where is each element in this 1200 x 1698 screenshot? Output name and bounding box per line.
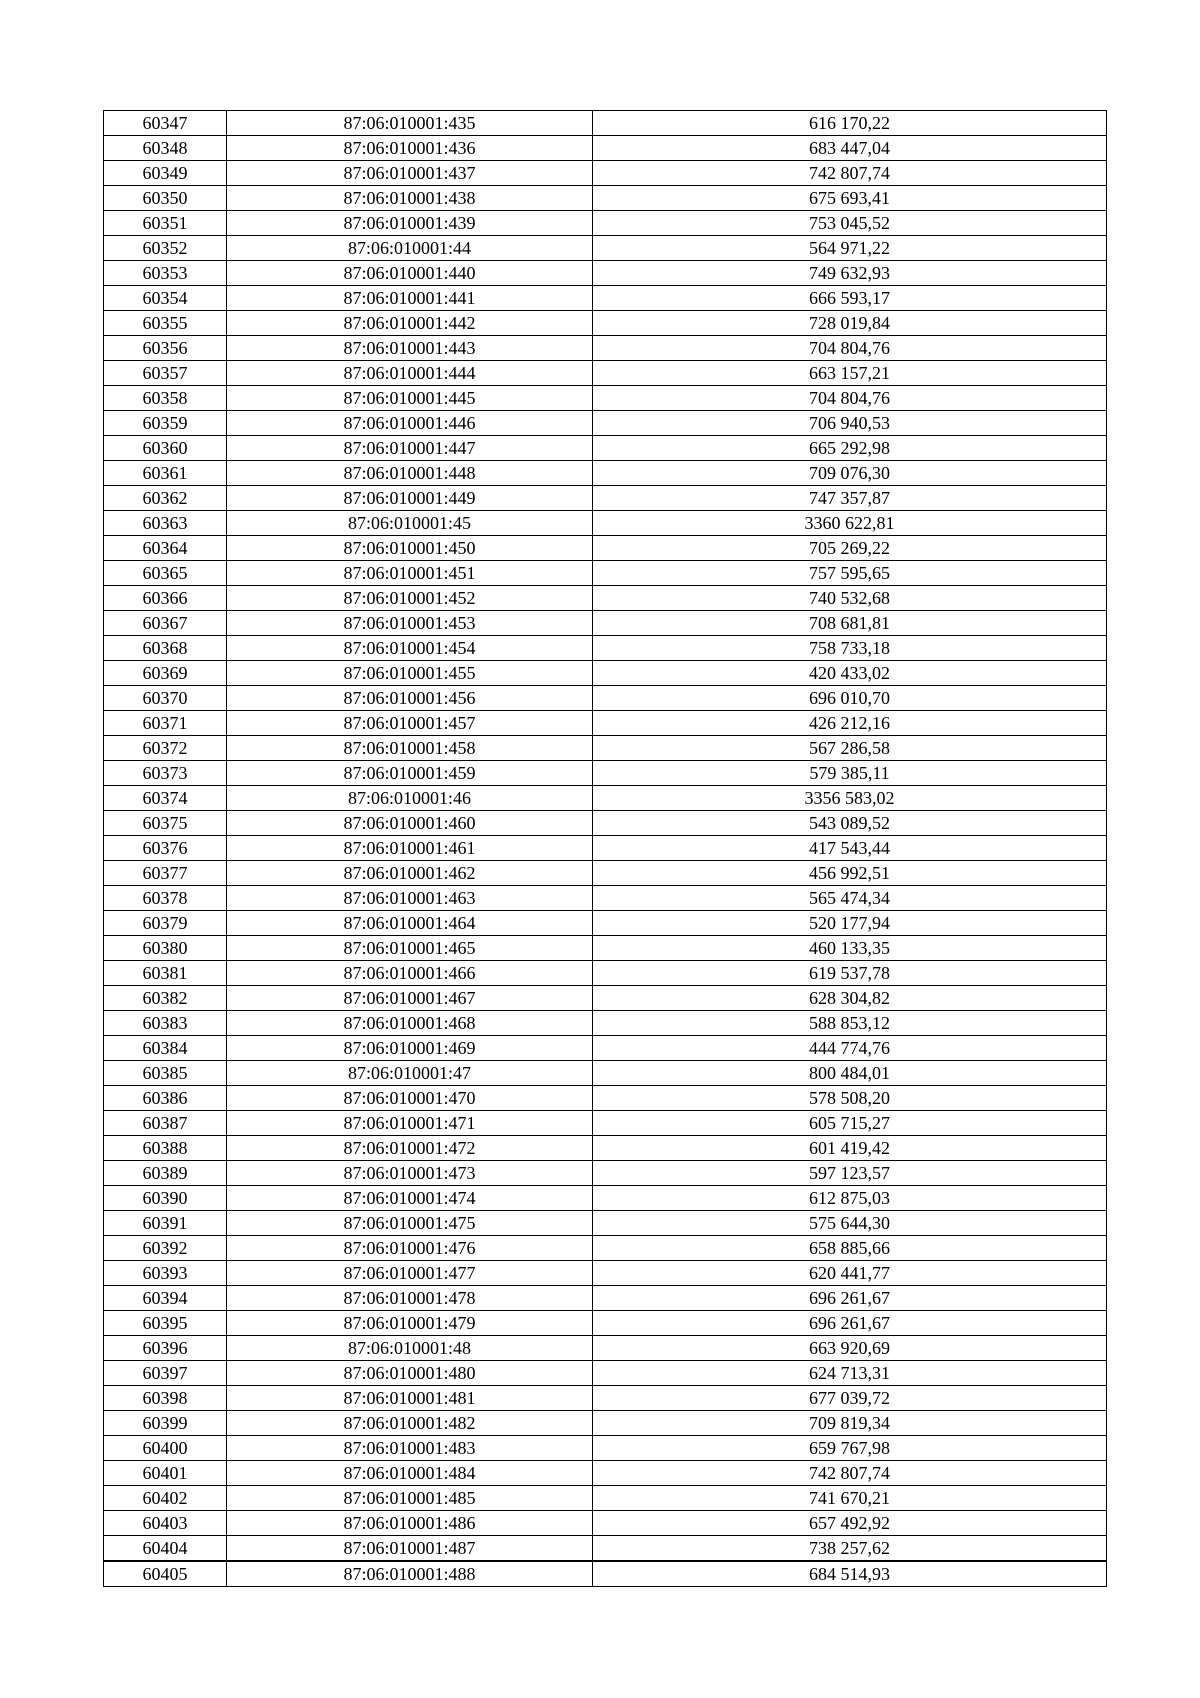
cadastral-value-cell: 456 992,51 [593, 861, 1107, 886]
cadastral-number-cell: 87:06:010001:475 [227, 1211, 593, 1236]
cadastral-number-cell: 87:06:010001:473 [227, 1161, 593, 1186]
table-row [104, 136, 1107, 161]
cadastral-value-cell: 708 681,81 [593, 611, 1107, 636]
cadastral-number-cell: 87:06:010001:453 [227, 611, 593, 636]
cadastral-number-cell: 87:06:010001:460 [227, 811, 593, 836]
cadastral-number-cell: 87:06:010001:444 [227, 361, 593, 386]
cadastral-value-cell: 663 157,21 [593, 361, 1107, 386]
cadastral-number-cell: 87:06:010001:484 [227, 1461, 593, 1486]
cadastral-number-cell: 87:06:010001:456 [227, 686, 593, 711]
cadastral-number-cell: 87:06:010001:442 [227, 311, 593, 336]
cadastral-value-cell: 565 474,34 [593, 886, 1107, 911]
table-row [104, 886, 1107, 911]
table-row [104, 1061, 1107, 1086]
cadastral-number-cell: 87:06:010001:446 [227, 411, 593, 436]
cadastral-value-cell: 658 885,66 [593, 1236, 1107, 1261]
cadastral-value-cell: 683 447,04 [593, 136, 1107, 161]
cadastral-value-cell: 675 693,41 [593, 186, 1107, 211]
cadastral-number-cell: 87:06:010001:469 [227, 1036, 593, 1061]
row-number-cell: 60347 [104, 111, 227, 136]
cadastral-value-cell: 665 292,98 [593, 436, 1107, 461]
row-number-cell: 60373 [104, 761, 227, 786]
row-number-cell: 60402 [104, 1486, 227, 1511]
cadastral-number-cell: 87:06:010001:450 [227, 536, 593, 561]
cadastral-value-cell: 460 133,35 [593, 936, 1107, 961]
row-number-cell: 60369 [104, 661, 227, 686]
row-number-cell: 60357 [104, 361, 227, 386]
cadastral-value-cell: 417 543,44 [593, 836, 1107, 861]
cadastral-number-cell: 87:06:010001:481 [227, 1386, 593, 1411]
row-number-cell: 60364 [104, 536, 227, 561]
cadastral-value-cell: 741 670,21 [593, 1486, 1107, 1511]
cadastral-value-cell: 579 385,11 [593, 761, 1107, 786]
cadastral-value-table [103, 110, 1107, 1587]
cadastral-value-cell: 588 853,12 [593, 1011, 1107, 1036]
table-row [104, 1511, 1107, 1536]
cadastral-number-cell: 87:06:010001:465 [227, 936, 593, 961]
cadastral-number-cell: 87:06:010001:464 [227, 911, 593, 936]
cadastral-number-cell: 87:06:010001:479 [227, 1311, 593, 1336]
cadastral-value-cell: 597 123,57 [593, 1161, 1107, 1186]
cadastral-value-cell: 753 045,52 [593, 211, 1107, 236]
cadastral-value-cell: 709 076,30 [593, 461, 1107, 486]
row-number-cell: 60355 [104, 311, 227, 336]
row-number-cell: 60384 [104, 1036, 227, 1061]
row-number-cell: 60395 [104, 1311, 227, 1336]
cadastral-value-cell: 624 713,31 [593, 1361, 1107, 1386]
cadastral-value-cell: 612 875,03 [593, 1186, 1107, 1211]
table-row [104, 611, 1107, 636]
cadastral-value-cell: 620 441,77 [593, 1261, 1107, 1286]
cadastral-number-cell: 87:06:010001:463 [227, 886, 593, 911]
cadastral-value-cell: 704 804,76 [593, 386, 1107, 411]
table-row [104, 1111, 1107, 1136]
table-row [104, 1186, 1107, 1211]
cadastral-number-cell: 87:06:010001:476 [227, 1236, 593, 1261]
cadastral-number-cell: 87:06:010001:487 [227, 1536, 593, 1562]
cadastral-number-cell: 87:06:010001:480 [227, 1361, 593, 1386]
row-number-cell: 60382 [104, 986, 227, 1011]
cadastral-number-cell: 87:06:010001:466 [227, 961, 593, 986]
table-row [104, 1011, 1107, 1036]
cadastral-value-cell: 740 532,68 [593, 586, 1107, 611]
cadastral-value-cell: 728 019,84 [593, 311, 1107, 336]
row-number-cell: 60390 [104, 1186, 227, 1211]
cadastral-number-cell: 87:06:010001:488 [227, 1561, 593, 1587]
cadastral-number-cell: 87:06:010001:448 [227, 461, 593, 486]
cadastral-value-cell: 444 774,76 [593, 1036, 1107, 1061]
cadastral-value-cell: 420 433,02 [593, 661, 1107, 686]
table-row [104, 786, 1107, 811]
cadastral-value-cell: 426 212,16 [593, 711, 1107, 736]
table-row [104, 1211, 1107, 1236]
row-number-cell: 60352 [104, 236, 227, 261]
cadastral-value-cell: 616 170,22 [593, 111, 1107, 136]
cadastral-value-cell: 709 819,34 [593, 1411, 1107, 1436]
row-number-cell: 60368 [104, 636, 227, 661]
table-row [104, 486, 1107, 511]
cadastral-value-cell: 742 807,74 [593, 161, 1107, 186]
cadastral-number-cell: 87:06:010001:474 [227, 1186, 593, 1211]
table-row [104, 1136, 1107, 1161]
table-row [104, 111, 1107, 136]
row-number-cell: 60398 [104, 1386, 227, 1411]
cadastral-number-cell: 87:06:010001:437 [227, 161, 593, 186]
cadastral-value-cell: 663 920,69 [593, 1336, 1107, 1361]
cadastral-number-cell: 87:06:010001:435 [227, 111, 593, 136]
cadastral-number-cell: 87:06:010001:438 [227, 186, 593, 211]
row-number-cell: 60397 [104, 1361, 227, 1386]
cadastral-value-cell: 564 971,22 [593, 236, 1107, 261]
table-row [104, 436, 1107, 461]
table-row [104, 311, 1107, 336]
cadastral-number-cell: 87:06:010001:482 [227, 1411, 593, 1436]
table-row [104, 936, 1107, 961]
row-number-cell: 60386 [104, 1086, 227, 1111]
cadastral-number-cell: 87:06:010001:452 [227, 586, 593, 611]
table-row [104, 636, 1107, 661]
table-row [104, 836, 1107, 861]
table-row [104, 236, 1107, 261]
row-number-cell: 60404 [104, 1536, 227, 1562]
table-row [104, 461, 1107, 486]
table-row [104, 711, 1107, 736]
table-row [104, 1561, 1107, 1587]
cadastral-value-cell: 578 508,20 [593, 1086, 1107, 1111]
cadastral-value-cell: 800 484,01 [593, 1061, 1107, 1086]
cadastral-value-cell: 3356 583,02 [593, 786, 1107, 811]
table-row [104, 1336, 1107, 1361]
row-number-cell: 60370 [104, 686, 227, 711]
row-number-cell: 60359 [104, 411, 227, 436]
row-number-cell: 60354 [104, 286, 227, 311]
table-row [104, 1461, 1107, 1486]
cadastral-value-cell: 619 537,78 [593, 961, 1107, 986]
row-number-cell: 60396 [104, 1336, 227, 1361]
cadastral-number-cell: 87:06:010001:445 [227, 386, 593, 411]
row-number-cell: 60348 [104, 136, 227, 161]
cadastral-number-cell: 87:06:010001:46 [227, 786, 593, 811]
table-row [104, 161, 1107, 186]
table-body [104, 111, 1107, 1587]
table-row [104, 286, 1107, 311]
table-row [104, 661, 1107, 686]
table-row [104, 1261, 1107, 1286]
row-number-cell: 60375 [104, 811, 227, 836]
cadastral-value-cell: 567 286,58 [593, 736, 1107, 761]
table-row [104, 1536, 1107, 1562]
cadastral-number-cell: 87:06:010001:47 [227, 1061, 593, 1086]
table-row [104, 1411, 1107, 1436]
cadastral-number-cell: 87:06:010001:457 [227, 711, 593, 736]
row-number-cell: 60405 [104, 1561, 227, 1587]
cadastral-number-cell: 87:06:010001:483 [227, 1436, 593, 1461]
cadastral-number-cell: 87:06:010001:447 [227, 436, 593, 461]
cadastral-number-cell: 87:06:010001:440 [227, 261, 593, 286]
table-row [104, 1386, 1107, 1411]
cadastral-value-cell: 659 767,98 [593, 1436, 1107, 1461]
cadastral-value-cell: 666 593,17 [593, 286, 1107, 311]
cadastral-value-cell: 704 804,76 [593, 336, 1107, 361]
row-number-cell: 60366 [104, 586, 227, 611]
cadastral-value-cell: 605 715,27 [593, 1111, 1107, 1136]
cadastral-value-cell: 757 595,65 [593, 561, 1107, 586]
cadastral-value-cell: 520 177,94 [593, 911, 1107, 936]
cadastral-value-cell: 601 419,42 [593, 1136, 1107, 1161]
cadastral-number-cell: 87:06:010001:458 [227, 736, 593, 761]
table-row [104, 411, 1107, 436]
cadastral-value-cell: 628 304,82 [593, 986, 1107, 1011]
cadastral-value-cell: 758 733,18 [593, 636, 1107, 661]
row-number-cell: 60377 [104, 861, 227, 886]
table-row [104, 986, 1107, 1011]
table-row [104, 1086, 1107, 1111]
row-number-cell: 60351 [104, 211, 227, 236]
table-row [104, 336, 1107, 361]
cadastral-value-cell: 738 257,62 [593, 1536, 1107, 1562]
row-number-cell: 60360 [104, 436, 227, 461]
table-row [104, 1436, 1107, 1461]
row-number-cell: 60363 [104, 511, 227, 536]
row-number-cell: 60353 [104, 261, 227, 286]
cadastral-number-cell: 87:06:010001:462 [227, 861, 593, 886]
table-row [104, 736, 1107, 761]
cadastral-number-cell: 87:06:010001:472 [227, 1136, 593, 1161]
cadastral-number-cell: 87:06:010001:470 [227, 1086, 593, 1111]
cadastral-number-cell: 87:06:010001:485 [227, 1486, 593, 1511]
table-row [104, 361, 1107, 386]
cadastral-number-cell: 87:06:010001:45 [227, 511, 593, 536]
cadastral-value-cell: 696 010,70 [593, 686, 1107, 711]
cadastral-value-cell: 575 644,30 [593, 1211, 1107, 1236]
table-row [104, 961, 1107, 986]
row-number-cell: 60361 [104, 461, 227, 486]
row-number-cell: 60350 [104, 186, 227, 211]
cadastral-number-cell: 87:06:010001:44 [227, 236, 593, 261]
cadastral-value-cell: 696 261,67 [593, 1286, 1107, 1311]
cadastral-number-cell: 87:06:010001:439 [227, 211, 593, 236]
cadastral-value-cell: 705 269,22 [593, 536, 1107, 561]
cadastral-value-cell: 747 357,87 [593, 486, 1107, 511]
cadastral-number-cell: 87:06:010001:486 [227, 1511, 593, 1536]
cadastral-number-cell: 87:06:010001:459 [227, 761, 593, 786]
table-row [104, 536, 1107, 561]
cadastral-number-cell: 87:06:010001:443 [227, 336, 593, 361]
row-number-cell: 60388 [104, 1136, 227, 1161]
row-number-cell: 60393 [104, 1261, 227, 1286]
cadastral-number-cell: 87:06:010001:48 [227, 1336, 593, 1361]
cadastral-number-cell: 87:06:010001:471 [227, 1111, 593, 1136]
table-row [104, 1236, 1107, 1261]
cadastral-number-cell: 87:06:010001:468 [227, 1011, 593, 1036]
cadastral-value-cell: 742 807,74 [593, 1461, 1107, 1486]
cadastral-value-cell: 3360 622,81 [593, 511, 1107, 536]
table-row [104, 1311, 1107, 1336]
table-row [104, 861, 1107, 886]
cadastral-value-cell: 749 632,93 [593, 261, 1107, 286]
row-number-cell: 60392 [104, 1236, 227, 1261]
table-row [104, 761, 1107, 786]
table-row [104, 1486, 1107, 1511]
row-number-cell: 60356 [104, 336, 227, 361]
cadastral-number-cell: 87:06:010001:451 [227, 561, 593, 586]
row-number-cell: 60381 [104, 961, 227, 986]
table-row [104, 1361, 1107, 1386]
row-number-cell: 60358 [104, 386, 227, 411]
table-row [104, 186, 1107, 211]
cadastral-value-cell: 696 261,67 [593, 1311, 1107, 1336]
row-number-cell: 60403 [104, 1511, 227, 1536]
table-row [104, 386, 1107, 411]
row-number-cell: 60401 [104, 1461, 227, 1486]
table-row [104, 686, 1107, 711]
cadastral-number-cell: 87:06:010001:441 [227, 286, 593, 311]
table-row [104, 1286, 1107, 1311]
row-number-cell: 60362 [104, 486, 227, 511]
row-number-cell: 60400 [104, 1436, 227, 1461]
row-number-cell: 60380 [104, 936, 227, 961]
row-number-cell: 60394 [104, 1286, 227, 1311]
row-number-cell: 60389 [104, 1161, 227, 1186]
row-number-cell: 60378 [104, 886, 227, 911]
cadastral-number-cell: 87:06:010001:436 [227, 136, 593, 161]
cadastral-number-cell: 87:06:010001:477 [227, 1261, 593, 1286]
row-number-cell: 60387 [104, 1111, 227, 1136]
cadastral-number-cell: 87:06:010001:449 [227, 486, 593, 511]
row-number-cell: 60399 [104, 1411, 227, 1436]
row-number-cell: 60376 [104, 836, 227, 861]
cadastral-value-cell: 657 492,92 [593, 1511, 1107, 1536]
cadastral-number-cell: 87:06:010001:467 [227, 986, 593, 1011]
table-row [104, 511, 1107, 536]
cadastral-value-cell: 706 940,53 [593, 411, 1107, 436]
row-number-cell: 60391 [104, 1211, 227, 1236]
cadastral-value-cell: 684 514,93 [593, 1561, 1107, 1587]
row-number-cell: 60367 [104, 611, 227, 636]
row-number-cell: 60385 [104, 1061, 227, 1086]
row-number-cell: 60383 [104, 1011, 227, 1036]
cadastral-number-cell: 87:06:010001:461 [227, 836, 593, 861]
table-row [104, 1161, 1107, 1186]
row-number-cell: 60372 [104, 736, 227, 761]
table-row [104, 211, 1107, 236]
row-number-cell: 60379 [104, 911, 227, 936]
cadastral-value-cell: 543 089,52 [593, 811, 1107, 836]
table-row [104, 811, 1107, 836]
table-row [104, 1036, 1107, 1061]
row-number-cell: 60349 [104, 161, 227, 186]
cadastral-number-cell: 87:06:010001:454 [227, 636, 593, 661]
cadastral-number-cell: 87:06:010001:455 [227, 661, 593, 686]
row-number-cell: 60371 [104, 711, 227, 736]
table-row [104, 561, 1107, 586]
row-number-cell: 60365 [104, 561, 227, 586]
table-row [104, 261, 1107, 286]
row-number-cell: 60374 [104, 786, 227, 811]
table-row [104, 911, 1107, 936]
cadastral-value-cell: 677 039,72 [593, 1386, 1107, 1411]
table-row [104, 586, 1107, 611]
cadastral-number-cell: 87:06:010001:478 [227, 1286, 593, 1311]
